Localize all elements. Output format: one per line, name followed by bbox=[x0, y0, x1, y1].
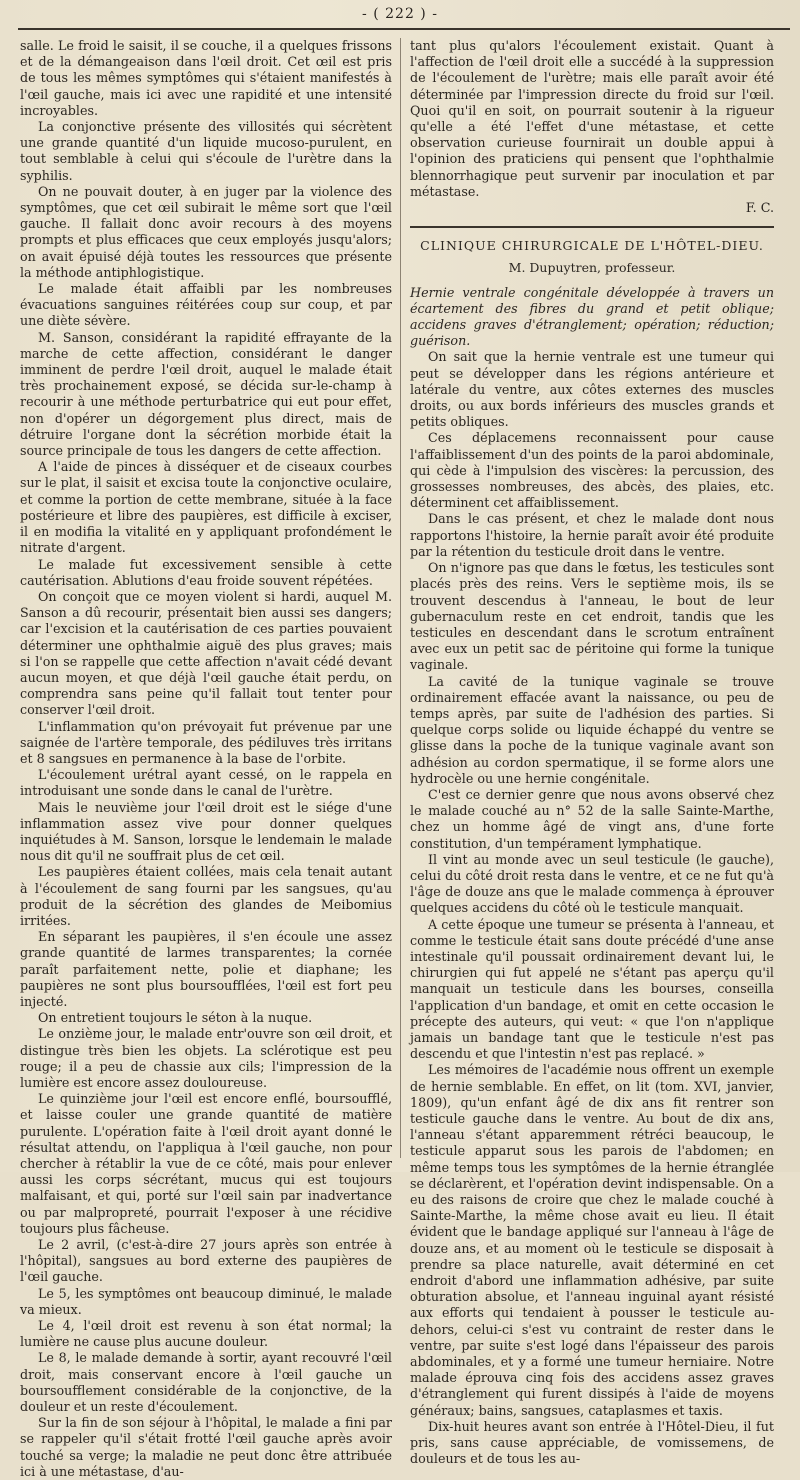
paragraph: La cavité de la tunique vaginale se trouve ordinairement effacée avant la naissance, ou peu de temps après, par suite de l'adhésion des parties. Si quelque corps solide ou liquide échappé du ventre se glisse dans la poche de la tunique vaginale avant son adhésion au cordon spermatique, il se forme alors une hydrocèle ou une hernie congénitale. bbox=[410, 673, 774, 786]
paragraph: Le 8, le malade demande à sortir, ayant recouvré l'œil droit, mais conservant encore à l'œil gauche un boursoufflement considérable de la conjonctive, de la douleur et un reste d'écoulement. bbox=[20, 1350, 392, 1415]
paragraph: A l'aide de pinces à disséquer et de ciseaux courbes sur le plat, il saisit et excisa toute la conjonctive oculaire, et comme la portion de cette membrane, située à la face postérieure et libre des paupières, est difficile à exciser, il en modifia la vitalité en y appliquant profondément le nitrate d'argent. bbox=[20, 459, 392, 556]
paragraph: La conjonctive présente des villosités qui sécrètent une grande quantité d'un liquide mucoso-purulent, en tout semblable à celui qui s'écoule de l'urètre dans la syphilis. bbox=[20, 119, 392, 183]
top-rule bbox=[18, 28, 790, 30]
paragraph: On entretient toujours le séton à la nuque. bbox=[38, 1010, 313, 1026]
paragraph: Dans le cas présent, et chez le malade dont nous rapportons l'histoire, la hernie paraît avoir été produite par la rétention du testicule droit dans le ventre. bbox=[410, 511, 774, 559]
paragraph: salle. Le froid le saisit, il se couche, il a quelques frissons et de la démangeaison dans l'œil droit. Cet œil est pris de tous les mêmes symptômes qui s'étaient manifestés à l'œil gauche, mais ici avec une rapidité et une intensité incroyables. bbox=[20, 38, 392, 118]
paragraph: On n'ignore pas que dans le fœtus, les testicules sont placés près des reins. Vers le septième mois, ils se trouvent descendus à l'anneau, le bout de leur gubernaculum reste en cet endroit, tandis que les testicules en descendant dans le scrotum entraînent avec eux un petit sac de péritoine qui forme la tunique vaginale. bbox=[410, 560, 774, 673]
paragraph: Les paupières étaient collées, mais cela tenait autant à l'écoulement de sang fourni par les sangsues, qu'au produit de la sécrétion des glandes de Meibomius irritées. bbox=[20, 864, 392, 928]
paragraph: Mais le neuvième jour l'œil droit est le siége d'une inflammation assez vive pour donner quelques inquiétudes à M. Sanson, lorsque le lendemain le malade nous dit qu'il ne souffrait plus de cet œil. bbox=[20, 799, 392, 864]
paragraph: Les mémoires de l'académie nous offrent un exemple de hernie semblable. En effet, on lit (tom. XVI, janvier, 1809), qu'un enfant âgé de dix ans fit rentrer son testicule gauche dans le ventre. Au bout de dix ans, l'anneau s'étant apparemment rétréci beaucoup, le testicule apparut sous les parois de l'abdomen; en même temps tous les symptômes de la hernie étranglée se déclarèrent, et l'opération devint indispensable. On a eu des raisons de croire que chez le malade couché à Sainte-Marthe, la même chose avait eu lieu. Il était évident que le bandage appliqué sur l'anneau à l'âge de douze ans, et au moment où le testicule se disposait à prendre sa place naturelle, avait déterminé en cet endroit d'abord une inflammation adhésive, par suite obturation absolue, et l'anneau inguinal ayant résisté aux efforts qui tendaient à pousser le testicule au-dehors, celui-ci s'est vu contraint de rester dans le ventre, par suite s'est logé dans l'épaisseur des parois abdominales, et y a formé une tumeur herniaire. Notre malade éprouva cinq fois des accidens assez graves d'étranglement qui furent dissipés à l'aide de moyens généraux; bains, sangsues, cataplasmes et taxis. bbox=[410, 1062, 774, 1418]
case-title: Hernie ventrale congénitale développée à travers un écartement des fibres du grand et petit oblique; accidens graves d'étranglement; opération; réduction; guérison. bbox=[410, 284, 774, 349]
paragraph: C'est ce dernier genre que nous avons observé chez le malade couché au n° 52 de la salle Sainte-Marthe, chez un homme âgé de vingt ans, d'une forte constitution, d'un tempérament lymphatique. bbox=[410, 786, 774, 851]
section-rule bbox=[410, 226, 774, 228]
paragraph: L'écoulement urétral ayant cessé, on le rappela en introduisant une sonde dans le canal de l'urètre. bbox=[20, 767, 392, 799]
paragraph: M. Sanson, considérant la rapidité effrayante de la marche de cette affection, considérant le danger imminent de perdre l'œil droit, auquel le malade était très prochainement exposé, se décida sur-le-champ à recourir à une méthode perturbatrice qui eut pour effet, non d'opérer un dégorgement plus direct, mais de détruire l'organe dont la sécrétion morbide était la source principale de tous les dangers de cette affection. bbox=[20, 329, 392, 459]
page-number: - ( 222 ) - bbox=[362, 6, 438, 22]
paragraph: L'inflammation qu'on prévoyait fut prévenue par une saignée de l'artère temporale, des pédiluves très irritans et 8 sangsues en permanence à la base de l'orbite. bbox=[20, 718, 392, 766]
left-column bbox=[20, 38, 392, 1480]
paragraph: A cette époque une tumeur se présenta à l'anneau, et comme le testicule était sans doute précédé d'une anse intestinale qu'il poussait ordinairement devant lui, le chirurgien qui fut appelé ne s'étant pas aperçu qu'il manquait un testicule dans les bourses, conseilla l'application d'un bandage, et omit en cette occasion le précepte des auteurs, qui veut: « que l'on n'applique jamais un bandage tant que le testicule n'est pas descendu et que l'intestin n'est pas replacé. » bbox=[410, 916, 774, 1062]
byline: M. Dupuytren, professeur. bbox=[508, 260, 676, 276]
paragraph: Le malade était affaibli par les nombreuses évacuations sanguines réitérées coup sur coup, et par une diète sévère. bbox=[20, 281, 392, 329]
section-heading: CLINIQUE CHIRURGICALE DE L'HÔTEL-DIEU. bbox=[420, 238, 764, 254]
paragraph: Le malade fut excessivement sensible à cette cautérisation. Ablutions d'eau froide souvent répétées. bbox=[20, 556, 392, 588]
right-column-body bbox=[410, 349, 774, 1467]
paragraph: Il vint au monde avec un seul testicule (le gauche), celui du côté droit resta dans le ventre, et ce ne fut qu'à l'âge de douze ans que le malade commença à éprouver quelques accidens du côté où le testicule manquait. bbox=[410, 851, 774, 916]
paragraph: Le 4, l'œil droit est revenu à son état normal; la lumière ne cause plus aucune douleur. bbox=[20, 1318, 392, 1350]
paragraph: Dix-huit heures avant son entrée à l'Hôtel-Dieu, il fut pris, sans cause appréciable, de vomissemens, de douleurs et de tous les au- bbox=[410, 1418, 774, 1467]
paragraph: Le onzième jour, le malade entr'ouvre son œil droit, et distingue très bien les objets. La sclérotique est peu rouge; il a peu de chassie aux cils; l'impression de la lumière est encore assez douloureuse. bbox=[20, 1026, 392, 1090]
paragraph: tant plus qu'alors l'écoulement existait. Quant à l'affection de l'œil droit elle a succédé à la suppression de l'écoulement de l'urètre; mais elle paraît avoir été déterminée par l'impression directe du froid sur l'œil. Quoi qu'il en soit, on pourrait soutenir à la rigueur qu'elle a été l'effet d'une métastase, et cette observation curieuse fournirait un double appui à l'opinion des praticiens qui pensent que l'ophthalmie blennorrhagique peut survenir par inoculation et par métastase. bbox=[410, 38, 774, 199]
paragraph: Le 2 avril, (c'est-à-dire 27 jours après son entrée à l'hôpital), sangsues au bord externe des paupières de l'œil gauche. bbox=[20, 1237, 392, 1285]
paragraph: Le quinzième jour l'œil est encore enflé, boursoufflé, et laisse couler une grande quantité de matière purulente. L'opération faite à l'œil droit ayant donné le résultat attendu, on l'appliqua à l'œil gauche, non pour chercher à rétablir la vue de ce côté, mais pour enlever aussi les corps sécrétant, mucus qui est toujours malfaisant, et qui, porté sur l'œil sain par inadvertance ou par malpropreté, pourrait l'exposer à une récidive toujours plus fâcheuse. bbox=[20, 1091, 392, 1236]
paragraph: Le 5, les symptômes ont beaucoup diminué, le malade va mieux. bbox=[20, 1285, 392, 1317]
paragraph: On sait que la hernie ventrale est une tumeur qui peut se développer dans les régions antérieure et latérale du ventre, aux côtes externes des muscles droits, ou aux bords inférieurs des muscles grands et petits obliques. bbox=[410, 349, 774, 430]
right-column-intro bbox=[410, 38, 774, 200]
paragraph: On ne pouvait douter, à en juger par la violence des symptômes, que cet œil subirait le même sort que l'œil gauche. Il fallait donc avoir recours à des moyens prompts et plus efficaces que ceux employés jusqu'alors; on avait épuisé déjà toutes les ressources que présente la méthode antiphlogistique. bbox=[20, 183, 392, 280]
paragraph: On conçoit que ce moyen violent si hardi, auquel M. Sanson a dû recourir, présentait bien aussi ses dangers; car l'excision et la cautérisation de ces parties pouvaient déterminer une ophthalmie aiguë des plus graves; mais si l'on se rappelle que cette affection n'avait cédé devant aucun moyen, et que déjà l'œil gauche était perdu, on comprendra sans peine qu'il fallait tout tenter pour conserver l'œil droit. bbox=[20, 588, 392, 718]
right-column bbox=[410, 38, 774, 1467]
author-signature: F. C. bbox=[745, 200, 774, 216]
paragraph: En séparant les paupières, il s'en écoule une assez grande quantité de larmes transparentes; la cornée paraît parfaitement nette, polie et diaphane; les paupières ne sont plus boursoufflées, l'œil est fort peu injecté. bbox=[20, 929, 392, 1009]
column-divider bbox=[400, 38, 401, 1158]
paragraph: Ces déplacemens reconnaissent pour cause l'affaiblissement d'un des points de la paroi abdominale, qui cède à l'impulsion des viscères: la percussion, des grossesses nombreuses, des abcès, des plaies, etc. déterminent cet affaiblissement. bbox=[410, 430, 774, 511]
paragraph: Sur la fin de son séjour à l'hôpital, le malade a fini par se rappeler qu'il s'était frotté l'œil gauche après avoir touché sa verge; la maladie ne peut donc être attribuée ici à une métastase, d'au- bbox=[20, 1415, 392, 1479]
